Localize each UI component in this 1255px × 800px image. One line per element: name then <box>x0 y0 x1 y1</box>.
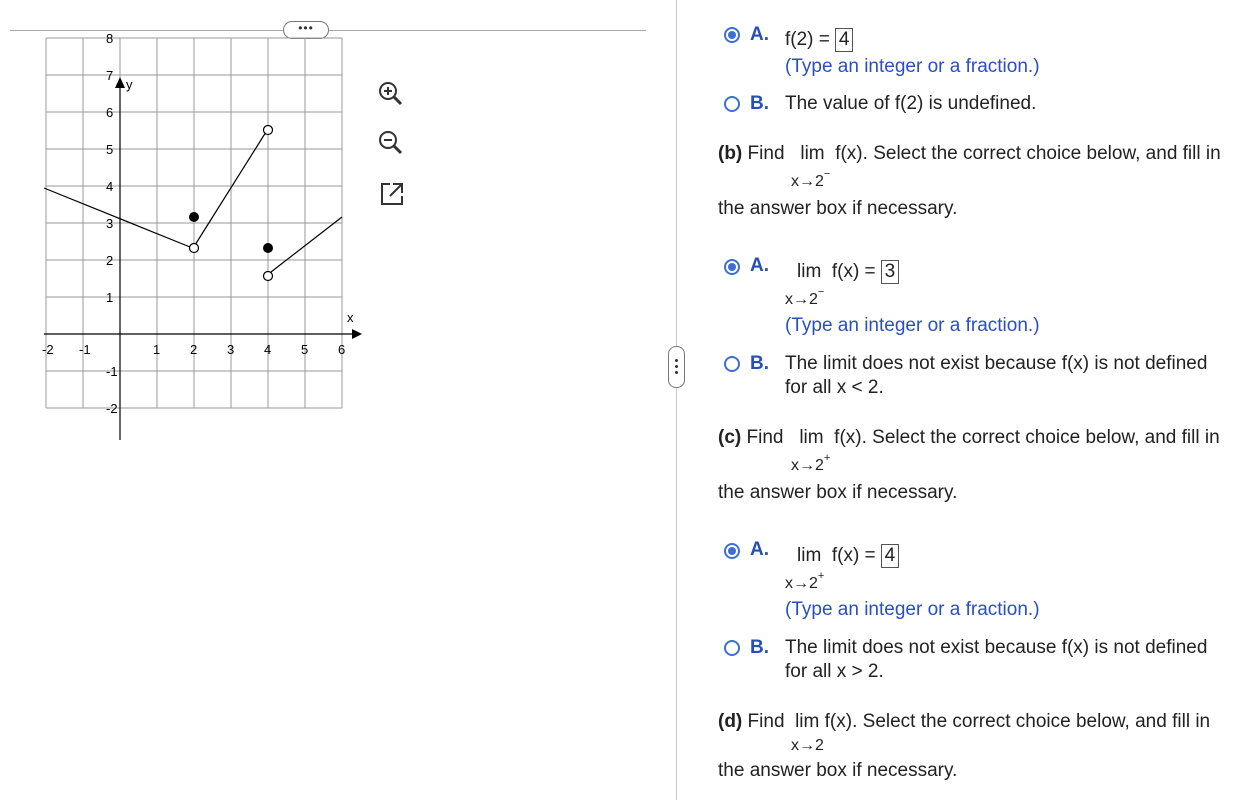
part-b-option-b-line2: for all x < 2. <box>785 377 884 398</box>
part-c-option-b-line2: for all x > 2. <box>785 661 884 682</box>
x-tick-label: -2 <box>42 342 54 357</box>
segment-right <box>271 217 342 272</box>
part-a-option-a-radio[interactable] <box>724 27 740 43</box>
part-b-sub-text: x→2 <box>791 173 824 190</box>
part-a-option-a-answer <box>785 28 853 52</box>
panel-resize-handle[interactable] <box>668 346 685 388</box>
x-tick-label: 2 <box>190 342 198 357</box>
open-point-4-7 <box>264 126 273 135</box>
part-b-option-a-letter: A. <box>750 255 769 276</box>
part-c-instruction: Select the correct choice below, and fill in <box>872 427 1220 448</box>
part-c-find: Find <box>746 427 784 448</box>
part-c-lim: lim <box>799 427 824 448</box>
part-b-instruction: Select the correct choice below, and fill in <box>873 143 1221 164</box>
part-b-option-a-lim: lim <box>797 261 822 282</box>
part-d-expr: f(x). <box>824 711 858 732</box>
part-c-question <box>718 427 1220 449</box>
part-c-option-b-letter: B. <box>750 637 769 658</box>
part-b-lim: lim <box>800 143 825 164</box>
part-c-hint: (Type an integer or a fraction.) <box>785 599 1040 620</box>
part-d-question <box>718 711 1210 733</box>
part-a-option-a-prefix: f(2) = <box>785 29 830 50</box>
part-c-option-a-sub-text: x→2 <box>785 575 818 592</box>
segment-left <box>44 188 190 247</box>
y-axis-arrow <box>115 77 125 88</box>
part-d-instruction-tail: the answer box if necessary. <box>718 760 958 781</box>
part-b-sup: − <box>823 168 831 180</box>
function-graph <box>0 31 420 420</box>
part-c-option-a-lim: lim <box>797 545 822 566</box>
y-tick-label: 8 <box>106 31 114 46</box>
zoom-in-icon[interactable] <box>376 79 404 107</box>
y-tick-label: 1 <box>106 290 114 305</box>
part-c-answer-box[interactable]: 4 <box>881 544 899 568</box>
open-in-new-window-icon[interactable] <box>378 180 406 208</box>
y-axis-label: y <box>126 77 133 92</box>
y-tick-label: 2 <box>106 253 114 268</box>
part-b-option-a-answer <box>797 260 899 284</box>
x-tick-label: 4 <box>264 342 272 357</box>
part-a-option-b-radio[interactable] <box>724 96 740 112</box>
open-point-2-3 <box>190 244 199 253</box>
part-c-instruction-tail: the answer box if necessary. <box>718 482 958 503</box>
part-b-option-a-sup: − <box>817 286 825 298</box>
part-b-option-a-subscript <box>785 286 825 310</box>
x-tick-label: -1 <box>79 342 91 357</box>
part-a-answer-box[interactable]: 4 <box>835 28 853 52</box>
part-b-option-a-sub-text: x→2 <box>785 291 818 308</box>
part-a-hint: (Type an integer or a fraction.) <box>785 56 1040 77</box>
y-tick-label: 7 <box>106 68 114 83</box>
panel-divider <box>676 0 677 800</box>
x-tick-label: 5 <box>301 342 309 357</box>
part-c-option-b-radio[interactable] <box>724 640 740 656</box>
x-tick-label: 6 <box>338 342 346 357</box>
y-tick-label: -1 <box>106 364 118 379</box>
part-b-limit-subscript <box>791 168 831 192</box>
closed-point-4-3 <box>263 243 273 253</box>
part-a-option-b-letter: B. <box>750 93 769 114</box>
open-point-4-2 <box>264 272 273 281</box>
y-tick-label: 4 <box>106 179 114 194</box>
y-tick-label: 6 <box>106 105 114 120</box>
part-b-label: (b) <box>718 143 743 164</box>
y-tick-label: -2 <box>106 401 118 416</box>
part-b-answer-box[interactable]: 3 <box>881 260 899 284</box>
part-b-option-b-letter: B. <box>750 353 769 374</box>
part-c-limit-subscript <box>791 452 831 476</box>
part-b-option-b-line1: The limit does not exist because f(x) is not defined <box>785 353 1208 374</box>
y-tick-label: 3 <box>106 216 114 231</box>
part-c-expr: f(x). <box>834 427 867 448</box>
part-d-lim: lim <box>795 711 820 732</box>
x-axis-arrow <box>352 329 362 339</box>
part-d-label: (d) <box>718 711 743 732</box>
part-b-question <box>718 143 1221 165</box>
part-c-option-a-radio[interactable] <box>724 543 740 559</box>
y-tick-label: 5 <box>106 142 114 157</box>
x-tick-label: 1 <box>153 342 161 357</box>
part-a-option-b-text: The value of f(2) is undefined. <box>785 93 1037 114</box>
part-b-option-a-radio[interactable] <box>724 259 740 275</box>
closed-point-2-4 <box>189 212 199 222</box>
part-c-option-a-sup: + <box>817 570 825 582</box>
part-c-option-a-letter: A. <box>750 539 769 560</box>
part-d-limit-subscript: x→2 <box>791 737 824 754</box>
part-c-sup: + <box>823 452 831 464</box>
part-c-option-a-answer <box>797 544 899 568</box>
x-tick-labels <box>42 342 345 357</box>
part-d-find: Find <box>747 711 785 732</box>
part-a-option-a-letter: A. <box>750 24 769 45</box>
part-b-hint: (Type an integer or a fraction.) <box>785 315 1040 336</box>
x-axis-label: x <box>347 310 354 325</box>
part-b-option-a-expr: f(x) = <box>831 261 876 282</box>
part-d-instruction: Select the correct choice below, and fill in <box>862 711 1211 732</box>
part-b-expr: f(x). <box>835 143 868 164</box>
part-b-instruction-tail: the answer box if necessary. <box>718 198 958 219</box>
part-b-option-b-radio[interactable] <box>724 356 740 372</box>
part-b-find: Find <box>747 143 785 164</box>
part-c-option-a-expr: f(x) = <box>831 545 876 566</box>
part-c-option-b-line1: The limit does not exist because f(x) is not defined <box>785 637 1208 658</box>
zoom-out-icon[interactable] <box>376 128 404 156</box>
x-tick-label: 3 <box>227 342 235 357</box>
part-c-sub-text: x→2 <box>791 457 824 474</box>
part-c-option-a-subscript <box>785 570 825 594</box>
graph-axes <box>44 77 362 440</box>
part-c-label: (c) <box>718 427 742 448</box>
more-options-button[interactable]: ••• <box>283 21 329 39</box>
